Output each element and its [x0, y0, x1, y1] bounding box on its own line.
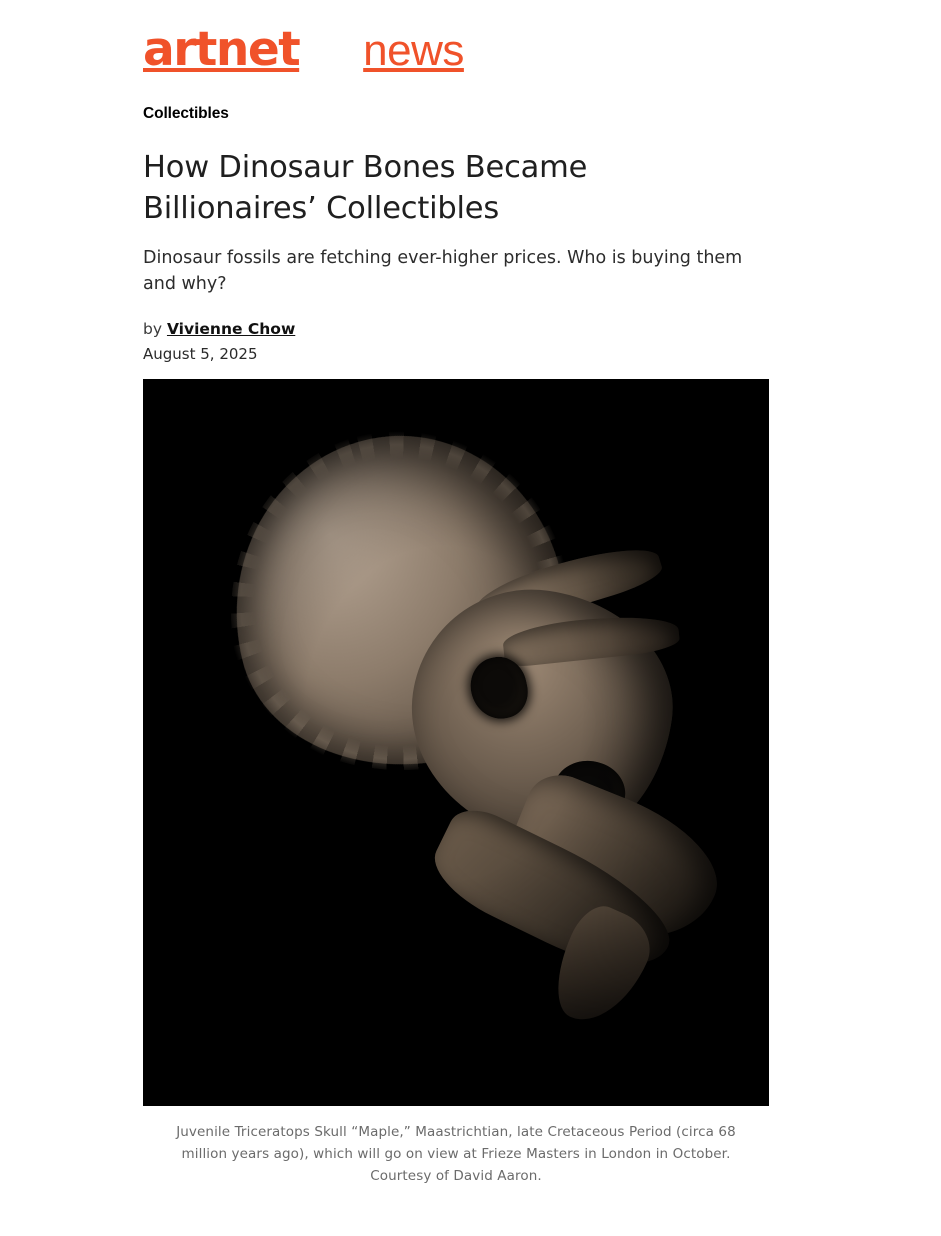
article-body: [143, 73, 803, 1188]
news-logo[interactable]: news: [363, 26, 464, 75]
byline: [143, 318, 803, 341]
triceratops-skull-illustration: [143, 379, 769, 1106]
byline-prefix: by: [143, 319, 163, 338]
hero-image: [143, 379, 769, 1106]
site-masthead: [143, 0, 941, 77]
hero-figure: [143, 379, 769, 1188]
article-category-link[interactable]: Collectibles: [143, 105, 229, 122]
artnet-logo[interactable]: artnet: [143, 22, 300, 77]
author-link[interactable]: Vivienne Chow: [166, 319, 296, 338]
article-dek: Dinosaur fossils are fetching ever-higher prices. Who is buying them and why?: [143, 247, 743, 295]
hero-caption: Juvenile Triceratops Skull “Maple,” Maastrichtian, late Cretaceous Period (circa 68 million years ago), which will go on view at Frieze Masters in London in October. Courtesy of David Aaron.: [176, 1124, 736, 1184]
page-title: How Dinosaur Bones Became Billionaires’ Collectibles: [143, 150, 588, 226]
publish-date: August 5, 2025: [143, 345, 258, 364]
